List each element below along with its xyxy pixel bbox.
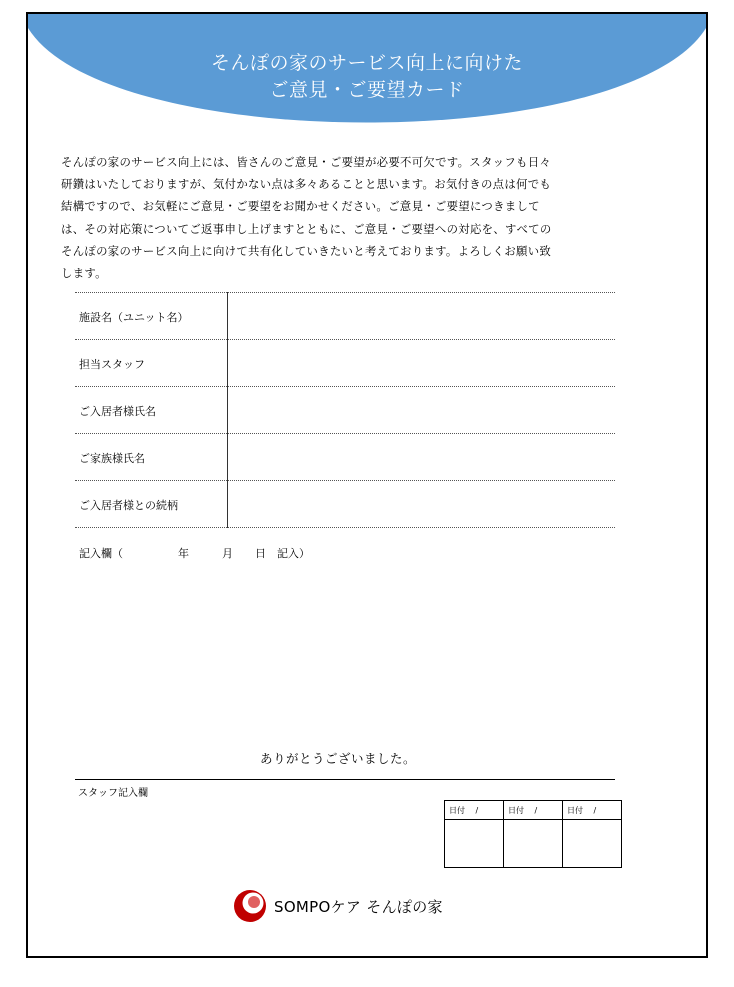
form-divider (75, 339, 615, 340)
thanks-message: ありがとうございました。 (260, 751, 417, 766)
form-divider (75, 527, 615, 528)
date-stamp-table (444, 800, 622, 868)
family-name-label: ご家族様氏名 (79, 452, 145, 465)
entry-date-line: 記入欄（ 年 月 日 記入） (79, 547, 310, 560)
intro-line: そんぽの家のサービス向上に向けて共有化していきたいと考えております。よろしくお願い致 (61, 243, 552, 258)
relationship-label: ご入居者様との続柄 (79, 499, 178, 512)
sompo-logo (232, 888, 443, 924)
resident-name-label: ご入居者様氏名 (79, 405, 156, 418)
form-divider (75, 480, 615, 481)
logo-text: SOMPOケア そんぽの家 (274, 897, 443, 916)
stamp-date-header: 日付 / (563, 801, 621, 820)
form-divider (75, 386, 615, 387)
stamp-column (562, 801, 621, 867)
stamp-date-header: 日付 / (445, 801, 503, 820)
page-title-line1: そんぽの家のサービス向上に向けた (210, 52, 523, 74)
intro-line: 結構ですので、お気軽にご意見・ご要望をお聞かせください。ご意見・ご要望につきまして (61, 199, 540, 214)
intro-line: します。 (61, 266, 107, 281)
form-divider (75, 292, 615, 293)
stamp-column (445, 801, 503, 867)
staff-section-divider (75, 779, 615, 780)
stamp-date-header: 日付 / (504, 801, 562, 820)
staff-entry-label: スタッフ記入欄 (78, 788, 148, 799)
page-title-line2: ご意見・ご要望カード (269, 79, 465, 101)
stamp-cell (504, 820, 562, 867)
form-column-divider (227, 292, 228, 528)
stamp-column (503, 801, 562, 867)
intro-paragraph (61, 151, 633, 284)
intro-line: そんぽの家のサービス向上には、皆さんのご意見・ご要望が必要不可欠です。スタッフも日々 (61, 155, 552, 169)
stamp-cell (563, 820, 621, 867)
intro-line: 研鑽はいたしておりますが、気付かない点は多々あることと思います。お気付きの点は何でも (61, 177, 552, 192)
staff-in-charge-label: 担当スタッフ (79, 358, 145, 371)
facility-name-label: 施設名（ユニット名） (79, 311, 189, 324)
sompo-logo-icon (232, 888, 268, 924)
form-divider (75, 433, 615, 434)
intro-line: は、その対応策についてご返事申し上げますとともに、ご意見・ご要望への対応を、すべての (61, 221, 552, 236)
stamp-cell (445, 820, 503, 867)
